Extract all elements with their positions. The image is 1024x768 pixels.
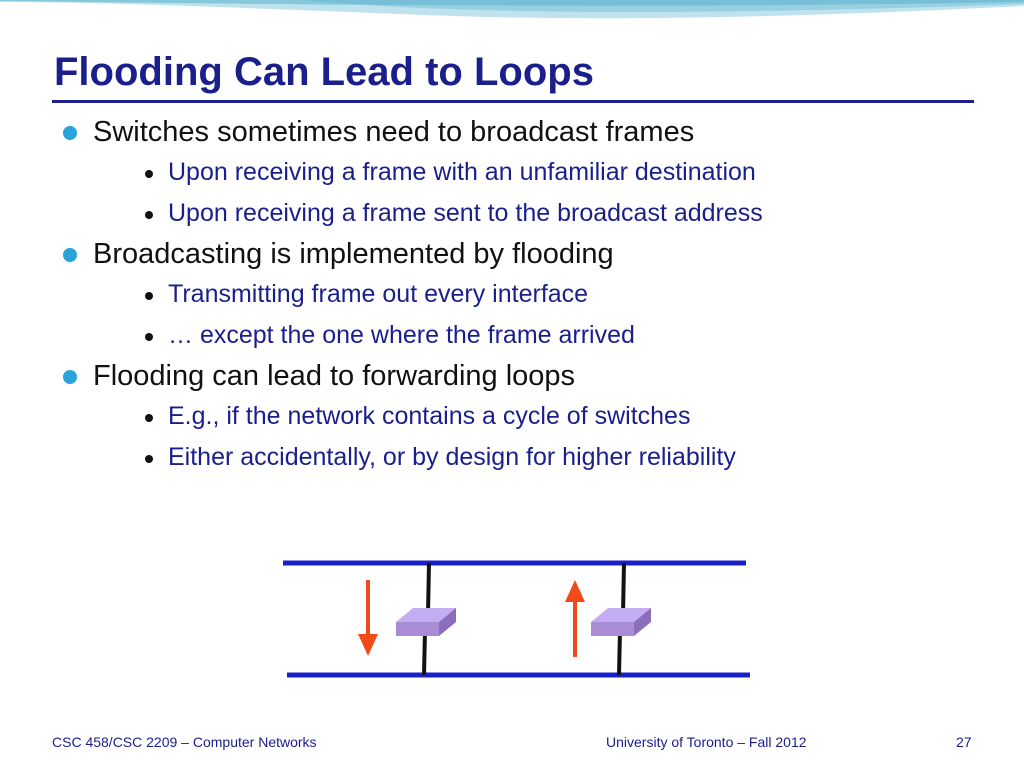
bullet-text: Flooding can lead to forwarding loops — [93, 360, 576, 392]
up-arrow-icon — [565, 580, 585, 657]
left-switch-icon — [396, 608, 456, 636]
down-arrow-icon — [358, 580, 378, 656]
right-switch-lower-cable — [619, 630, 620, 675]
sub-bullet-text: Transmitting frame out every interface — [168, 280, 589, 308]
sub-bullet-text: Upon receiving a frame with an unfamiliar destination — [168, 158, 756, 186]
bullet-text: Switches sometimes need to broadcast frames — [93, 116, 695, 148]
sub-bullet-text: Upon receiving a frame sent to the broadcast address — [168, 199, 763, 227]
right-switch-upper-cable — [623, 563, 624, 614]
left-switch-upper-cable — [428, 563, 429, 614]
slide-title: Flooding Can Lead to Loops — [54, 50, 594, 94]
sub-bullet-text: E.g., if the network contains a cycle of switches — [168, 402, 691, 430]
footer-university: University of Toronto – Fall 2012 — [606, 734, 807, 750]
bullet-text: Broadcasting is implemented by flooding — [93, 238, 614, 270]
sub-bullet-text: … except the one where the frame arrived — [168, 321, 635, 349]
right-switch-icon — [591, 608, 651, 636]
page-number: 27 — [956, 734, 972, 750]
left-switch-lower-cable — [424, 630, 425, 675]
footer-course: CSC 458/CSC 2209 – Computer Networks — [52, 734, 317, 750]
sub-bullet-text: Either accidentally, or by design for higher reliability — [168, 443, 736, 471]
